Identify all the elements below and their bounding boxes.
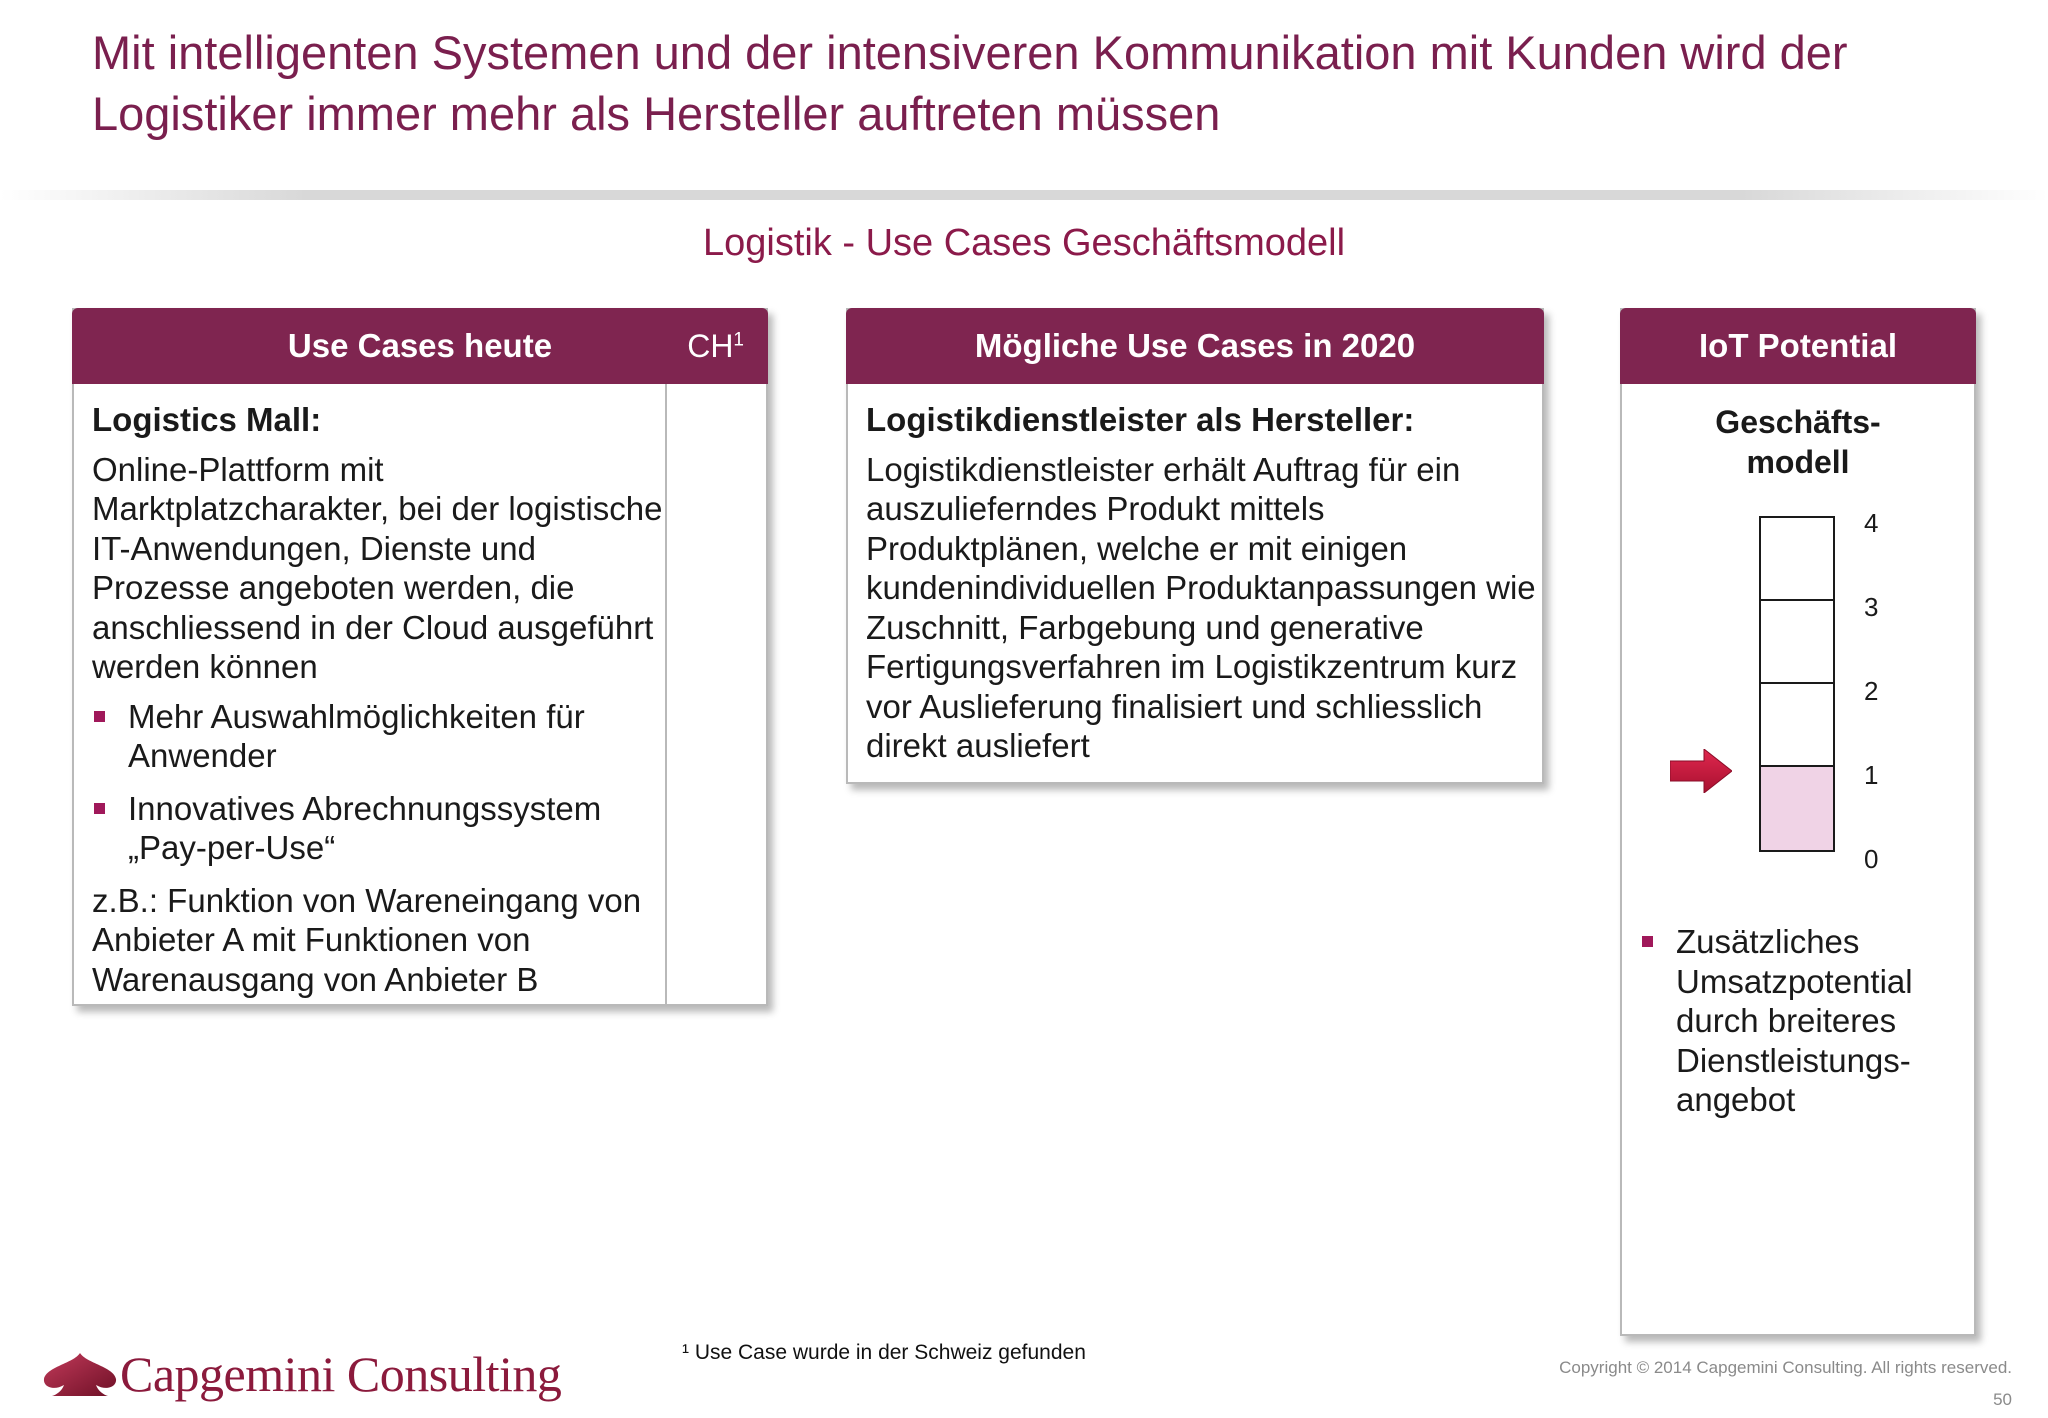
scale-segment-2 xyxy=(1761,684,1833,767)
page-number: 50 xyxy=(1993,1390,2012,1409)
capgemini-logo xyxy=(40,1345,560,1405)
scale-segment-4 xyxy=(1761,518,1833,601)
use-case-example: z.B.: Funktion von Wareneingang von Anbieter A mit Funktionen von Warenausgang von Anbieter B xyxy=(92,881,642,998)
slide-title: Mit intelligenten Systemen und der intensiveren Kommunikation mit Kunden wird der Logistiker immer mehr als Hersteller auftreten müssen xyxy=(92,26,1848,140)
list-item xyxy=(92,789,672,868)
right-arrow-icon xyxy=(1670,749,1732,793)
logo-wordmark: Capgemini Consulting xyxy=(120,1346,562,1402)
use-case-heading: Logistics Mall: xyxy=(92,401,322,438)
scale-tick-4: 4 xyxy=(1864,508,1879,538)
scale-tick-0: 0 xyxy=(1864,844,1879,874)
list-item-text: Zusätzliches Umsatzpotential durch breiteres Dienstleistungs-angebot xyxy=(1676,923,1913,1118)
scale-tick-1: 1 xyxy=(1864,760,1879,790)
title-divider xyxy=(0,190,2048,200)
list-item xyxy=(1640,922,1960,1120)
list-item-text: Mehr Auswahlmöglichkeiten für Anwender xyxy=(128,697,585,774)
ch-footnote-marker: 1 xyxy=(733,329,744,351)
list-item-text: Innovatives Abrechnungssystem „Pay-per-Use“ xyxy=(128,789,602,866)
slide-subtitle: Logistik - Use Cases Geschäftsmodell xyxy=(702,222,1346,264)
card-header-label: Mögliche Use Cases in 2020 xyxy=(974,327,1416,364)
scale-label-line-2: modell xyxy=(1746,444,1850,480)
scale-label xyxy=(1622,402,1974,482)
card-header-label: IoT Potential xyxy=(1699,327,1897,364)
potential-scale xyxy=(1759,516,1835,852)
ch-column-label xyxy=(687,328,744,365)
square-bullet-icon xyxy=(94,711,105,722)
copyright-notice: Copyright © 2014 Capgemini Consulting. All rights reserved. xyxy=(1559,1358,2012,1377)
use-case-heading: Logistikdienstleister als Hersteller: xyxy=(866,401,1415,438)
card-header-today xyxy=(72,308,768,384)
card-use-cases-2020 xyxy=(846,308,1544,784)
square-bullet-icon xyxy=(1642,936,1653,947)
card-header-2020 xyxy=(846,308,1544,384)
card-iot-potential xyxy=(1620,308,1976,1336)
iot-benefit-list xyxy=(1640,922,1960,1120)
list-item xyxy=(92,697,672,776)
card-header-label: Use Cases heute xyxy=(287,327,553,364)
benefit-list xyxy=(92,697,672,868)
footnote: ¹ Use Case wurde in der Schweiz gefunden xyxy=(682,1341,1086,1364)
scale-label-line-1: Geschäfts- xyxy=(1715,404,1881,440)
card-body-2020 xyxy=(866,400,1536,766)
use-case-description: Logistikdienstleister erhält Auftrag für ein auszulieferndes Produkt mittels Produktplänen, welche er mit einigen kundenindividuellen Produktanpassungen wie Zuschnitt, Farbgebung und generative Fertigungsverfahren im Logistikzentrum kurz vor Auslieferung finalisiert und schliesslich direkt ausliefert xyxy=(866,450,1536,764)
scale-tick-3: 3 xyxy=(1864,592,1879,622)
ch-label: CH xyxy=(687,328,734,364)
card-header-iot xyxy=(1620,308,1976,384)
card-body-today xyxy=(92,400,672,999)
scale-segment-3 xyxy=(1761,601,1833,684)
use-case-description: Online-Plattform mit Marktplatzcharakter, bei der logistische IT-Anwendungen, Dienste und Prozesse angeboten werden, die anschliessend in der Cloud ausgeführt werden können xyxy=(92,450,663,685)
square-bullet-icon xyxy=(94,803,105,814)
card-use-cases-today xyxy=(72,308,768,1006)
scale-tick-2: 2 xyxy=(1864,676,1879,706)
scale-segment-1 xyxy=(1761,767,1833,850)
spade-logo-icon xyxy=(40,1351,120,1397)
